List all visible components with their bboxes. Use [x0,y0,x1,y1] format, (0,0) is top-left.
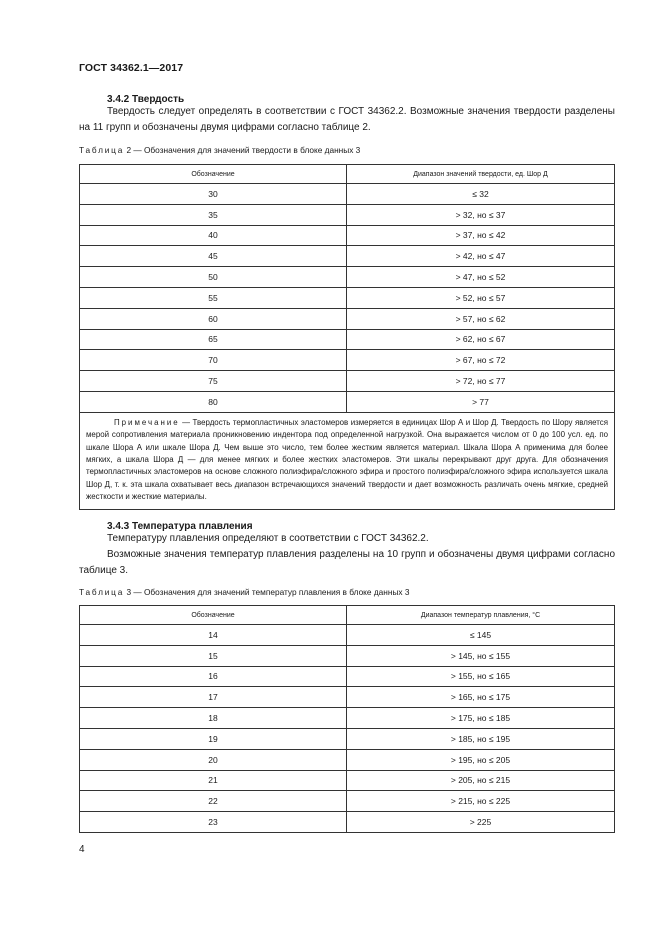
section-title-hardness: 3.4.2 Твердость [107,94,185,105]
range-cell: > 205, но ≤ 215 [347,770,615,791]
designation-cell: 30 [80,184,347,205]
table-row [80,371,615,392]
melting-paragraph-1: Температуру плавления определяют в соответствии с ГОСТ 34362.2. [107,533,429,544]
table2-caption-prefix: Таблица [79,145,125,155]
range-cell: > 215, но ≤ 225 [347,791,615,812]
melting-paragraph-2: Возможные значения температур плавления разделены на 10 групп и обозначены двумя цифрами согласно таблице 3. [79,549,615,576]
section-text-melting [79,531,615,579]
table-row [80,391,615,412]
table-header-cell: Обозначение [80,606,347,625]
section-title-melting: 3.4.3 Температура плавления [107,521,253,532]
table-row [80,246,615,267]
table-row [80,770,615,791]
table-row [80,812,615,833]
designation-cell: 75 [80,371,347,392]
table-row [80,666,615,687]
designation-cell: 16 [80,666,347,687]
table-header-cell: Диапазон значений твердости, ед. Шор Д [347,165,615,184]
table2-caption-text: 2 — Обозначения для значений твердости в блоке данных 3 [124,145,361,155]
designation-cell: 15 [80,645,347,666]
range-cell: > 37, но ≤ 42 [347,225,615,246]
range-cell: > 72, но ≤ 77 [347,371,615,392]
designation-cell: 21 [80,770,347,791]
table-row [80,225,615,246]
designation-cell: 55 [80,287,347,308]
table-row [80,749,615,770]
section-text-hardness [79,104,615,136]
designation-cell: 50 [80,267,347,288]
designation-cell: 40 [80,225,347,246]
designation-cell: 14 [80,625,347,646]
designation-cell: 22 [80,791,347,812]
range-cell: > 165, но ≤ 175 [347,687,615,708]
table-row [80,184,615,205]
designation-cell: 70 [80,350,347,371]
table-row [80,308,615,329]
table-row [80,267,615,288]
table3-caption [79,587,409,597]
hardness-table [79,164,615,510]
range-cell: > 42, но ≤ 47 [347,246,615,267]
table-header-row [80,165,615,184]
range-cell: > 32, но ≤ 37 [347,204,615,225]
designation-cell: 19 [80,728,347,749]
melting-table [79,605,615,833]
range-cell: > 175, но ≤ 185 [347,708,615,729]
designation-cell: 17 [80,687,347,708]
range-cell: > 225 [347,812,615,833]
range-cell: > 47, но ≤ 52 [347,267,615,288]
table-row [80,708,615,729]
standard-header: ГОСТ 34362.1—2017 [79,62,184,74]
note-text: — Твердость термопластичных эластомеров измеряется в единицах Шор А и Шор Д. Твердость по Шору является мерой сопротивления материала проникновению индентора под определенной нагрузкой. Она выражается числом от 0 до 100 усл. ед. по шкале Шора А или шкале Шора Д. Чем выше это число, тем более жестким является материал. Шкала Шора А применима для более мягких, а шкала Шора Д — для менее мягких и более жестких эластомеров. Эти шкалы перекрывают друг друга. Для обозначения термопластичных эластомеров на основе сложного полиэфира/сложного эфира и простого полиэфира/сложного эфира используется шкала Шор Д, т. к. эта шкала охватывает весь диапазон встречающихся значений твердости и дает возможность различать очень мягкие, средней жесткости и жесткие материалы. [86,417,608,502]
table-row [80,329,615,350]
table-note-row [80,412,615,509]
range-cell: ≤ 32 [347,184,615,205]
designation-cell: 35 [80,204,347,225]
designation-cell: 45 [80,246,347,267]
range-cell: > 185, но ≤ 195 [347,728,615,749]
range-cell: > 62, но ≤ 67 [347,329,615,350]
table-row [80,350,615,371]
range-cell: > 145, но ≤ 155 [347,645,615,666]
designation-cell: 65 [80,329,347,350]
range-cell: > 77 [347,391,615,412]
range-cell: ≤ 145 [347,625,615,646]
table-row [80,728,615,749]
table-row [80,204,615,225]
table-note [80,412,615,509]
range-cell: > 57, но ≤ 62 [347,308,615,329]
range-cell: > 155, но ≤ 165 [347,666,615,687]
table3-caption-prefix: Таблица [79,587,125,597]
designation-cell: 23 [80,812,347,833]
designation-cell: 80 [80,391,347,412]
range-cell: > 195, но ≤ 205 [347,749,615,770]
table-row [80,645,615,666]
range-cell: > 67, но ≤ 72 [347,350,615,371]
table-row [80,287,615,308]
table-row [80,791,615,812]
table-header-cell: Обозначение [80,165,347,184]
designation-cell: 18 [80,708,347,729]
hardness-paragraph: Твердость следует определять в соответствии с ГОСТ 34362.2. Возможные значения твердости разделены на 11 групп и обозначены двумя цифрами согласно таблице 2. [79,106,615,133]
table-header-row [80,606,615,625]
designation-cell: 20 [80,749,347,770]
range-cell: > 52, но ≤ 57 [347,287,615,308]
table-header-cell: Диапазон температур плавления, °С [347,606,615,625]
designation-cell: 60 [80,308,347,329]
table3-caption-text: 3 — Обозначения для значений температур плавления в блоке данных 3 [124,587,410,597]
page-number: 4 [79,844,85,855]
table2-caption [79,145,360,155]
table-row [80,625,615,646]
table-row [80,687,615,708]
note-label: Примечание [114,417,180,427]
